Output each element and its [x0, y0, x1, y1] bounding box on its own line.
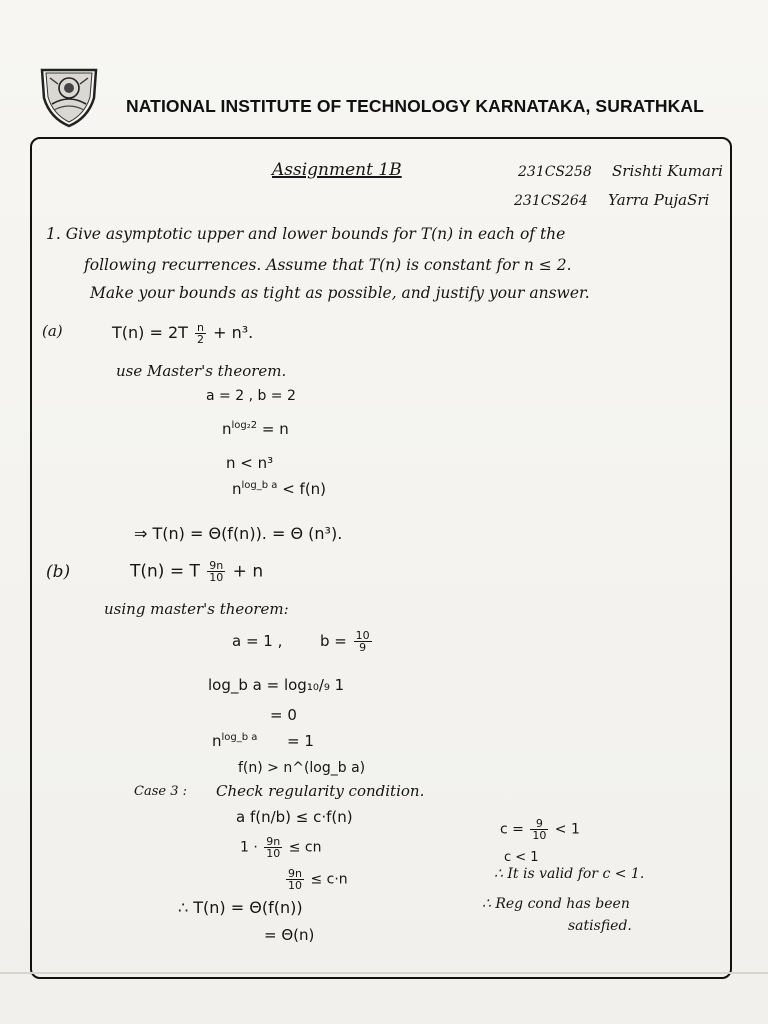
question-line-3: Make your bounds as tight as possible, and justify your answer. [90, 284, 590, 302]
part-b-recurrence: T(n) = T $\frac{9n}{10}$ + n [130, 559, 264, 584]
part-a-recurrence: T(n) = 2T $\frac{n}{2}$ + n³. [112, 321, 254, 346]
part-b-method: using master's theorem: [104, 600, 289, 618]
page-edge-line [0, 972, 768, 974]
regularity-step-3: $\frac{9n}{10}$ ≤ c·n [288, 867, 348, 892]
part-a-result: ⇒ T(n) = Θ(f(n)). = Θ (n³). [134, 524, 343, 543]
assignment-title: Assignment 1B [272, 160, 402, 180]
question-line-1: 1. Give asymptotic upper and lower bounds for T(n) in each of the [46, 225, 566, 243]
institute-logo [38, 64, 100, 128]
part-a-step-2: $n^{log_22} = n$ [222, 420, 289, 438]
part-b-step-3: = 0 [270, 706, 297, 724]
case-text: Check regularity condition. [216, 782, 425, 800]
part-b-label: (b) [46, 562, 71, 582]
part-b-step-4: $n^{log\_b a} = 1$ [212, 732, 314, 750]
c-condition: c < 1 [504, 850, 539, 865]
part-b-result-1: ∴ T(n) = Θ(f(n)) [178, 898, 303, 917]
part-b-step-5: f(n) > n^(log_b a) [238, 760, 366, 776]
part-a-step-1: a = 2 , b = 2 [206, 388, 296, 404]
case-label: Case 3 : [134, 784, 187, 799]
student1-roll: 231CS258 [518, 164, 592, 180]
c-value: c = $\frac{9}{10}$ < 1 [500, 817, 580, 842]
part-b-step-2: log_b a = log₁₀/₉ 1 [208, 676, 345, 694]
part-a-method: use Master's theorem. [116, 362, 287, 380]
reg-satisfied-line-1: ∴ Reg cond has been [482, 896, 630, 912]
student1-name: Srishti Kumari [612, 162, 723, 180]
part-b-result-2: = Θ(n) [264, 926, 315, 944]
reg-satisfied-line-2: satisfied. [568, 918, 632, 934]
regularity-step-2: 1 · $\frac{9n}{10}$ ≤ cn [240, 835, 322, 860]
part-a-step-4: $n^{log\_b a} < f(n)$ [232, 480, 327, 498]
valid-note: ∴ It is valid for c < 1. [494, 866, 645, 882]
student2-name: Yarra PujaSri [608, 191, 710, 209]
part-a-step-3: n < n³ [226, 454, 274, 472]
part-a-label: (a) [42, 322, 63, 340]
question-line-2: following recurrences. Assume that T(n) is constant for n ≤ 2. [84, 256, 572, 274]
institute-name: NATIONAL INSTITUTE OF TECHNOLOGY KARNATAKA, SURATHKAL [126, 96, 704, 116]
student2-roll: 231CS264 [514, 193, 588, 209]
regularity-step-1: a f(n/b) ≤ c·f(n) [236, 808, 353, 826]
part-b-step-1: a = 1 , b = $\frac{10}{9}$ [232, 629, 370, 654]
